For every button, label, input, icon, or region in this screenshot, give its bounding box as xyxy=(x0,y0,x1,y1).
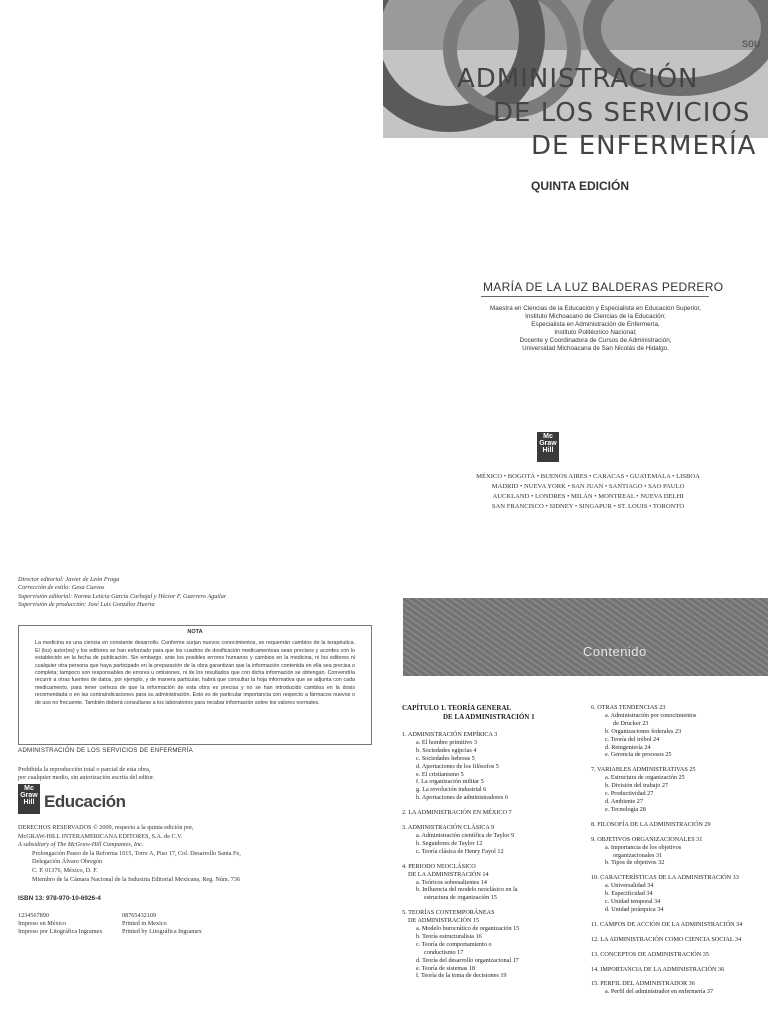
print-info-spanish xyxy=(18,912,102,936)
chapter-heading-line: CAPÍTULO 1. TEORÍA GENERAL xyxy=(402,704,512,712)
print-line: Impreso por Litográfica Ingramex xyxy=(18,928,103,935)
toc-right-entries xyxy=(591,704,768,996)
toc-entry: b. Seguidores de Taylor 12 xyxy=(416,839,483,847)
toc-entry: e. Gerencia de procesos 25 xyxy=(605,751,672,759)
toc-entry: h. Aportaciones de administradores 6 xyxy=(416,794,508,802)
credential-line: Universidad Michoacana de San Nicolás de Hidalgo. xyxy=(522,345,669,352)
toc-entry: DE LA ADMINISTRACIÓN 14 xyxy=(408,870,489,878)
toc-entry: conductismo 17 xyxy=(424,948,464,956)
toc-entry: d. Teoría del desarrollo organizacional 17 xyxy=(416,956,519,964)
educacion-wordmark: Educación xyxy=(44,792,126,811)
toc-entry: e. El cristianismo 5 xyxy=(416,770,464,778)
toc-entry: e. Tecnología 28 xyxy=(605,805,646,813)
toc-entry: 6. OTRAS TENDENCIAS 23 xyxy=(591,704,666,711)
toc-entry: 14. IMPORTANCIA DE LA ADMINISTRACIÓN 36 xyxy=(591,965,725,973)
toc-entry: b. Influencia del modelo neoclásico en la xyxy=(416,886,518,894)
toc-entry: b. División del trabajo 27 xyxy=(605,782,669,790)
toc-entry: e. Teoría de sistemas 18 xyxy=(416,964,476,972)
toc-entry: 3. ADMINISTRACIÓN CLÁSICA 9 xyxy=(402,824,495,832)
toc-left-entries xyxy=(402,731,567,980)
chapter-heading xyxy=(402,704,567,722)
isbn: ISBN 13: 978-970-10-6926-4 xyxy=(18,895,101,902)
credential-line: Docente y Coordinadora de Cursos de Administración, xyxy=(519,337,672,344)
author-divider xyxy=(481,296,709,297)
toc-entry: b. Teoría estructuralista 16 xyxy=(416,932,482,940)
notice-line: Prohibida la reproducción total o parcial de esta obra, xyxy=(18,766,151,773)
toc-entry: 5. TEORÍAS CONTEMPORÁNEAS xyxy=(402,909,495,917)
toc-entry: d. Unidad jerárquica 34 xyxy=(605,905,664,913)
toc-entry: 1. ADMINISTRACIÓN EMPÍRICA 3 xyxy=(402,731,498,738)
toc-entry: 15. PERFIL DEL ADMINISTRADOR 36 xyxy=(591,980,695,988)
credential-line: Instituto Michoacano de Ciencias de la Educación; xyxy=(525,313,666,320)
title-page xyxy=(383,0,768,565)
cities-line: AUCKLAND • LONDRES • MILÁN • MONTREAL • NUEVA DELHI xyxy=(492,493,684,500)
credit-line: Supervisión editorial: Norma Leticia García Carbajal y Héctor F. Guerrero Aguilar xyxy=(18,592,227,600)
toc-entry: c. Unidad temporal 34 xyxy=(605,898,661,906)
toc-entry: DE ADMINISTRACIÓN 15 xyxy=(408,917,480,925)
toc-entry: c. Sociedades hebreas 5 xyxy=(416,754,475,762)
toc-entry: g. La revolución industrial 6 xyxy=(416,786,487,794)
toc-entry: c. Teoría clásica de Henry Fayol 12 xyxy=(416,847,504,855)
print-info-english xyxy=(122,912,202,936)
toc-entry: b. Tipos de objetivos 32 xyxy=(605,859,665,867)
rights-line: Prolongación Paseo de la Reforma 1015, Torre A, Piso 17, Col. Desarrollo Santa Fe, xyxy=(32,849,241,857)
print-line: Printed by Litográfica Ingramex xyxy=(122,928,202,935)
rights-line: McGRAW-HILL INTERAMERICANA EDITORES, S.A. de C.V. xyxy=(18,832,183,840)
rights-line: C. P. 01376, México, D. F. xyxy=(32,866,98,874)
credential-line: Instituto Politécnico Nacional; xyxy=(554,329,637,336)
book-title-line-3: DE ENFERMERÍA xyxy=(531,131,757,161)
toc-entry: a. Importancia de los objetivos xyxy=(605,843,682,851)
cities-line: SAN FRANCISCO • SIDNEY • SINGAPUR • ST. LOUIS • TORONTO xyxy=(491,503,685,510)
toc-entry: 7. VARIABLES ADMINISTRATIVAS 25 xyxy=(591,766,696,774)
toc-entry: a. Administración por conocimientos xyxy=(605,711,697,719)
toc-entry: c. Teoría del trébol 24 xyxy=(605,735,660,743)
toc-entry: 13. CONCEPTOS DE ADMINISTRACIÓN 35 xyxy=(591,950,709,958)
print-line: Printed in Mexico xyxy=(122,920,167,927)
toc-entry: 11. CAMPOS DE ACCIÓN DE LA ADMINISTRACIÓN 34 xyxy=(591,920,743,928)
nota-heading: NOTA xyxy=(187,629,203,635)
toc-entry: d. Ambiente 27 xyxy=(605,797,643,805)
toc-entry: de Drucker 23 xyxy=(613,719,649,727)
toc-entry: a. Administración científica de Taylor 9 xyxy=(416,831,515,839)
toc-entry: a. Perfil del administrador en enfermería 37 xyxy=(605,988,714,996)
rights-line: Delegación Álvaro Obregón xyxy=(32,858,103,866)
toc-entry: a. Modelo burocrático de organización 15 xyxy=(416,925,520,933)
toc-entry: f. La organización militar 5 xyxy=(416,778,484,786)
toc-entry: d. Reingeniería 24 xyxy=(605,743,651,751)
credit-line: Supervisión de producción: José Luis González Huerta xyxy=(18,601,155,609)
book-title-line-1: ADMINISTRACIÓN xyxy=(457,64,699,94)
cities-line: MÉXICO • BOGOTÁ • BUENOS AIRES • CARACAS • GUATEMALA • LISBOA xyxy=(476,473,700,480)
author-credentials xyxy=(473,305,718,353)
rights-line: A subsidiary of The McGraw-Hill Companies, Inc. xyxy=(18,841,144,849)
toc-entry: 9. OBJETIVOS ORGANIZACIONALES 31 xyxy=(591,835,703,843)
toc-entry: a. Universalidad 34 xyxy=(605,882,654,890)
toc-entry: a. Estructura de organización 25 xyxy=(605,774,685,782)
toc-entry: b. Especificidad 34 xyxy=(605,890,653,898)
rights-line: DERECHOS RESERVADOS © 2009, respecto a la quinta edición por, xyxy=(18,824,194,831)
contents-title: Contenido xyxy=(583,644,647,659)
mcgraw-hill-logo: Mc Graw Hill xyxy=(537,432,559,462)
print-line: 1234567890 xyxy=(18,912,49,919)
contents-page xyxy=(383,570,768,1024)
reproduction-notice xyxy=(18,766,154,782)
edition-label: QUINTA EDICIÓN xyxy=(531,179,629,193)
credential-line: Especialista en Administración de Enfermería, xyxy=(531,321,660,328)
toc-entry: 8. FILOSOFÍA DE LA ADMINISTRACIÓN 29 xyxy=(591,820,711,828)
cover-stamp: SOU xyxy=(741,40,760,51)
editorial-credits xyxy=(18,576,226,610)
nota-body: La medicina es una ciencia en constante desarrollo. Conforme surjan nuevos conocimientos, se requerirán cambios de la terapéutica. El (los) autor(es) y los editores se han esforzado para que los cuadros de dosificación medicamentosa sean precisos y acordes con lo establecido en la fecha de publicación. Sin embargo, ante los posibles errores humanos y cambios en la medicina, ni los editores ni cualquier otra persona que haya participado en la preparación de la obra garantizan que la información contenida en ella sea precisa o completa; tampoco son responsables de errores u omisiones, ni de los resultados que con dicha información se obtengan. Convendría recurrir a otras fuentes de datos, por ejemplo, y de manera particular, habrá que consultar la hoja informativa que se adjunta con cada medicamento, para tener certeza de que la información de esta obra es precisa y no se han introducido cambios en la dosis recomendada o en las contraindicaciones para su administración. Esto es de particular importancia con respecto a fármacos nuevos o de uso no frecuente. También deberá consultarse a los laboratorios para recabar información sobre los valores normales. xyxy=(35,640,355,706)
print-line: Impreso en México xyxy=(18,920,67,927)
toc-entry: c. Teoría de comportamiento o xyxy=(416,940,492,948)
toc-entry: estructura de organización 15 xyxy=(424,894,497,902)
notice-line: por cualquier medio, sin autorización escrita del editor. xyxy=(18,774,155,781)
toc-entry: 12. LA ADMINISTRACIÓN COMO CIENCIA SOCIAL 34 xyxy=(591,935,742,943)
mcgraw-hill-logo: Mc Graw Hill xyxy=(18,784,40,814)
book-title-small: ADMINISTRACIÓN DE LOS SERVICIOS DE ENFERMERÍA xyxy=(18,747,193,754)
toc-entry: 2. LA ADMINISTRACIÓN EN MÉXICO 7 xyxy=(402,809,512,817)
cities-line: MADRID • NUEVA YORK • SAN JUAN • SANTIAGO • SAO PAULO xyxy=(491,483,685,490)
toc-entry: d. Aportaciones de los filósofos 5 xyxy=(416,762,499,770)
toc-entry: a. Teóricos sobresalientes 14 xyxy=(416,878,487,886)
toc-entry: 10. CARACTERÍSTICAS DE LA ADMINISTRACIÓN 33 xyxy=(591,874,739,882)
toc-entry: c. Productividad 27 xyxy=(605,790,654,798)
nota-box xyxy=(18,625,372,745)
toc-entry: b. Sociedades egipcias 4 xyxy=(416,746,477,754)
credit-line: Director editorial: Javier de León Fraga xyxy=(18,576,120,583)
toc-right-column xyxy=(591,704,768,996)
toc-entry: 4. PERIODO NEOCLÁSICO xyxy=(402,862,476,870)
rights-line: Miembro de la Cámara Nacional de la Industria Editorial Mexicana, Reg. Núm. 736 xyxy=(32,875,241,883)
toc-entry: f. Teoría de la toma de decisiones 19 xyxy=(416,972,507,980)
book-title-line-2: DE LOS SERVICIOS xyxy=(493,98,751,128)
credit-line: Corrección de estilo: Gesa Cuevas xyxy=(18,584,105,592)
rights-statement xyxy=(18,824,241,884)
print-line: 08765432109 xyxy=(122,912,157,919)
author-name: MARÍA DE LA LUZ BALDERAS PEDRERO xyxy=(483,280,724,294)
publisher-cities xyxy=(468,472,708,512)
toc-left-column xyxy=(402,704,567,980)
contents-banner xyxy=(403,598,768,676)
chapter-heading-line: DE LA ADMINISTRACIÓN 1 xyxy=(443,713,535,721)
toc-entry: organizacionales 31 xyxy=(613,851,663,859)
credential-line: Maestra en Ciencias de la Educación y Especialista en Educación Superior, xyxy=(489,305,702,312)
toc-entry: b. Organizaciones federales 23 xyxy=(605,727,682,735)
copyright-page xyxy=(0,570,383,1024)
toc-entry: a. El hombre primitivo 3 xyxy=(416,738,478,746)
